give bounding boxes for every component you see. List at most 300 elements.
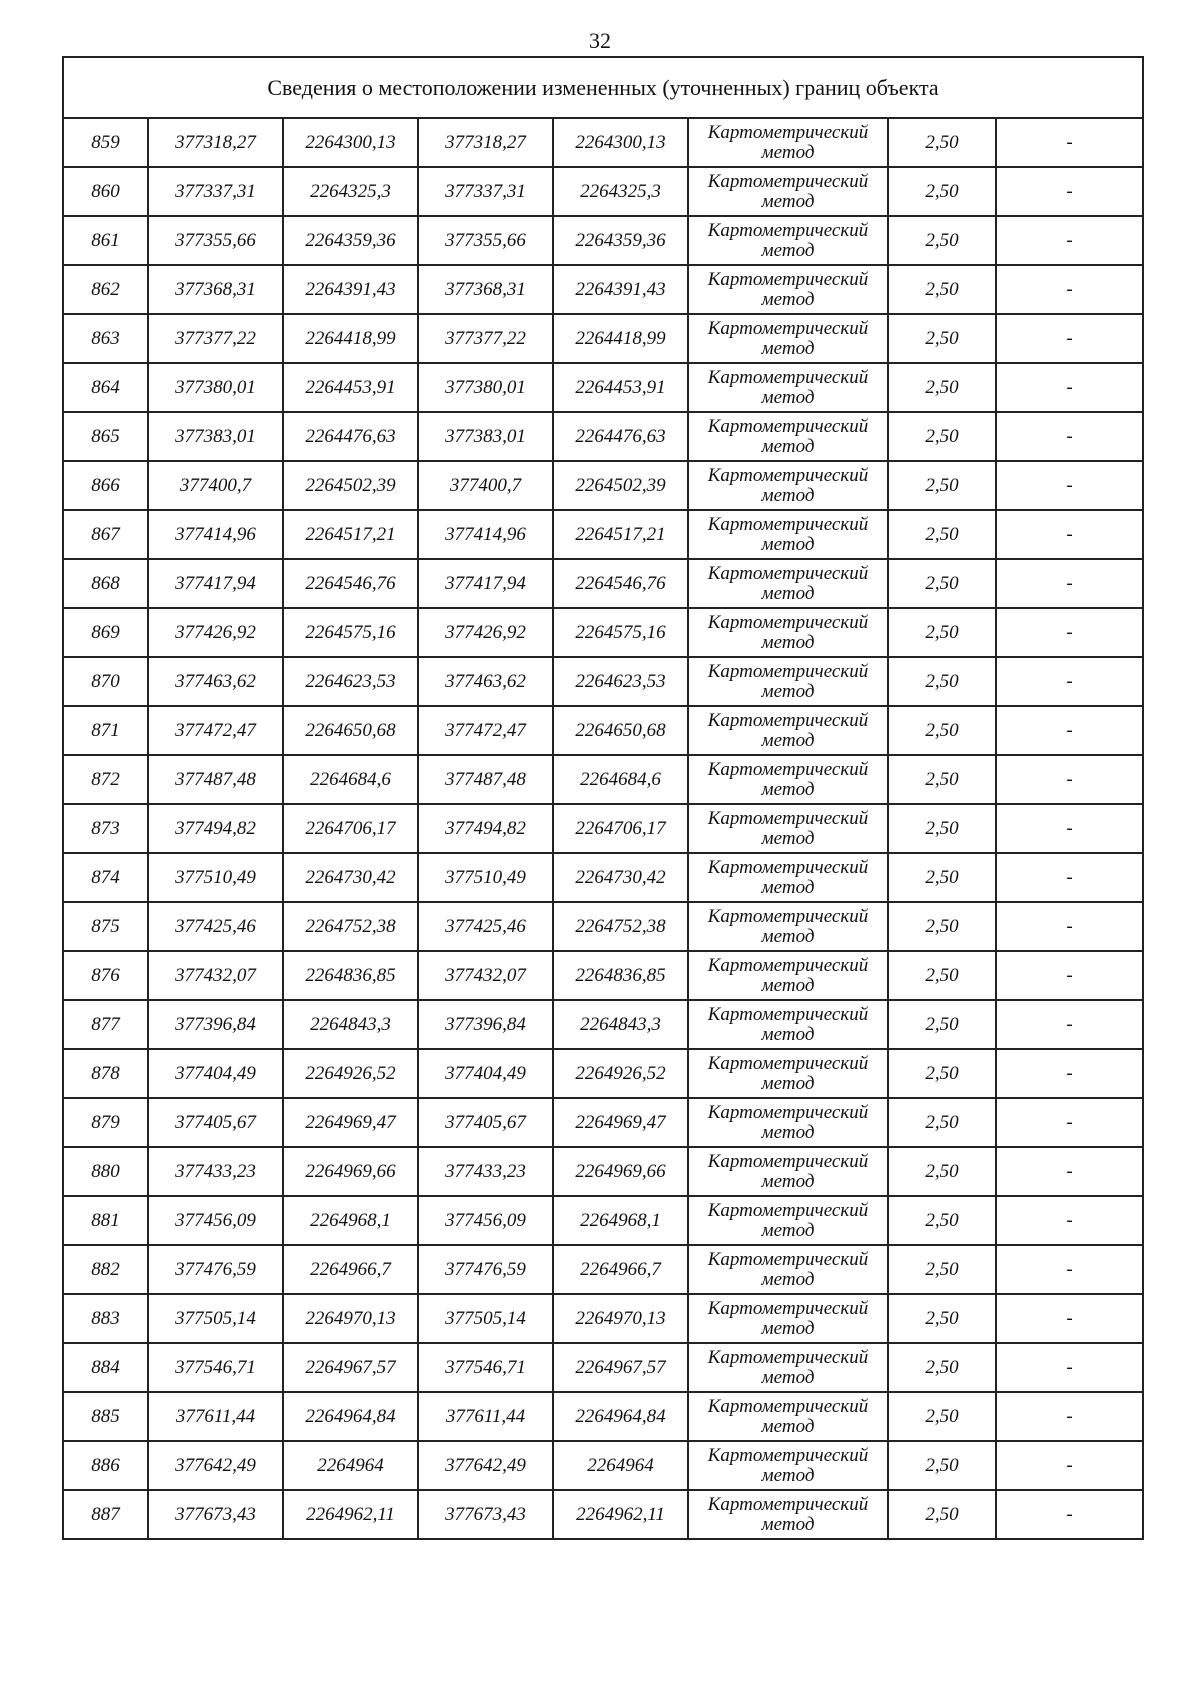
method-name-line1: Картометрический bbox=[707, 562, 869, 584]
refined-y-cell: 2264476,63 bbox=[553, 412, 688, 461]
existing-y-cell: 2264650,68 bbox=[283, 706, 418, 755]
method-cell bbox=[688, 1343, 888, 1392]
accuracy-cell: 2,50 bbox=[888, 608, 996, 657]
description-cell: - bbox=[996, 657, 1143, 706]
method-name-line2: метод bbox=[761, 1366, 815, 1388]
existing-y-cell: 2264967,57 bbox=[283, 1343, 418, 1392]
existing-y-cell: 2264546,76 bbox=[283, 559, 418, 608]
table-row bbox=[63, 951, 1143, 1000]
table-row bbox=[63, 755, 1143, 804]
existing-x-cell: 377456,09 bbox=[148, 1196, 283, 1245]
refined-y-cell: 2264730,42 bbox=[553, 853, 688, 902]
refined-x-cell: 377456,09 bbox=[418, 1196, 553, 1245]
refined-x-cell: 377377,22 bbox=[418, 314, 553, 363]
table-row bbox=[63, 1392, 1143, 1441]
existing-x-cell: 377368,31 bbox=[148, 265, 283, 314]
accuracy-cell: 2,50 bbox=[888, 559, 996, 608]
description-cell: - bbox=[996, 1098, 1143, 1147]
accuracy-cell: 2,50 bbox=[888, 1245, 996, 1294]
description-cell: - bbox=[996, 1441, 1143, 1490]
accuracy-cell: 2,50 bbox=[888, 461, 996, 510]
method-name-line2: метод bbox=[761, 1415, 815, 1437]
existing-y-cell: 2264623,53 bbox=[283, 657, 418, 706]
accuracy-cell: 2,50 bbox=[888, 657, 996, 706]
method-name-line2: метод bbox=[761, 1219, 815, 1241]
description-cell: - bbox=[996, 1245, 1143, 1294]
method-name-line1: Картометрический bbox=[707, 464, 869, 486]
refined-y-cell: 2264843,3 bbox=[553, 1000, 688, 1049]
method-cell bbox=[688, 1147, 888, 1196]
method-name-line1: Картометрический bbox=[707, 660, 869, 682]
table-title-row bbox=[63, 57, 1143, 118]
refined-y-cell: 2264325,3 bbox=[553, 167, 688, 216]
refined-x-cell: 377432,07 bbox=[418, 951, 553, 1000]
table-row bbox=[63, 1098, 1143, 1147]
existing-y-cell: 2264969,47 bbox=[283, 1098, 418, 1147]
method-name-line2: метод bbox=[761, 1072, 815, 1094]
method-name-line1: Картометрический bbox=[707, 415, 869, 437]
accuracy-cell: 2,50 bbox=[888, 853, 996, 902]
method-name-line2: метод bbox=[761, 925, 815, 947]
description-cell: - bbox=[996, 951, 1143, 1000]
method-cell bbox=[688, 1000, 888, 1049]
description-cell: - bbox=[996, 559, 1143, 608]
method-name-line2: метод bbox=[761, 827, 815, 849]
table-row bbox=[63, 1490, 1143, 1539]
method-cell bbox=[688, 167, 888, 216]
table-title: Сведения о местоположении измененных (уточненных) границ объекта bbox=[63, 57, 1143, 118]
description-cell: - bbox=[996, 755, 1143, 804]
refined-y-cell: 2264967,57 bbox=[553, 1343, 688, 1392]
accuracy-cell: 2,50 bbox=[888, 167, 996, 216]
method-cell bbox=[688, 1294, 888, 1343]
method-name-line1: Картометрический bbox=[707, 366, 869, 388]
method-cell bbox=[688, 1245, 888, 1294]
method-cell bbox=[688, 804, 888, 853]
method-name-line1: Картометрический bbox=[707, 905, 869, 927]
table-row bbox=[63, 608, 1143, 657]
refined-y-cell: 2264650,68 bbox=[553, 706, 688, 755]
existing-y-cell: 2264970,13 bbox=[283, 1294, 418, 1343]
refined-y-cell: 2264962,11 bbox=[553, 1490, 688, 1539]
method-name-line1: Картометрический bbox=[707, 1444, 869, 1466]
refined-y-cell: 2264964 bbox=[553, 1441, 688, 1490]
table-row bbox=[63, 657, 1143, 706]
method-cell bbox=[688, 1392, 888, 1441]
description-cell: - bbox=[996, 1196, 1143, 1245]
method-name-line1: Картометрический bbox=[707, 807, 869, 829]
refined-y-cell: 2264966,7 bbox=[553, 1245, 688, 1294]
description-cell: - bbox=[996, 461, 1143, 510]
refined-y-cell: 2264418,99 bbox=[553, 314, 688, 363]
method-name-line2: метод bbox=[761, 1513, 815, 1535]
description-cell: - bbox=[996, 167, 1143, 216]
method-name-line1: Картометрический bbox=[707, 709, 869, 731]
description-cell: - bbox=[996, 608, 1143, 657]
table-row bbox=[63, 1147, 1143, 1196]
method-name-line2: метод bbox=[761, 533, 815, 555]
method-name-line2: метод bbox=[761, 435, 815, 457]
existing-x-cell: 377510,49 bbox=[148, 853, 283, 902]
refined-y-cell: 2264964,84 bbox=[553, 1392, 688, 1441]
method-name-line2: метод bbox=[761, 1170, 815, 1192]
method-cell bbox=[688, 657, 888, 706]
table-row bbox=[63, 1343, 1143, 1392]
description-cell: - bbox=[996, 1049, 1143, 1098]
point-number-cell: 874 bbox=[63, 853, 148, 902]
existing-y-cell: 2264684,6 bbox=[283, 755, 418, 804]
refined-x-cell: 377426,92 bbox=[418, 608, 553, 657]
method-cell bbox=[688, 951, 888, 1000]
existing-x-cell: 377505,14 bbox=[148, 1294, 283, 1343]
table-row bbox=[63, 1049, 1143, 1098]
method-cell bbox=[688, 608, 888, 657]
method-name-line1: Картометрический bbox=[707, 758, 869, 780]
point-number-cell: 876 bbox=[63, 951, 148, 1000]
accuracy-cell: 2,50 bbox=[888, 706, 996, 755]
method-name-line2: метод bbox=[761, 729, 815, 751]
refined-x-cell: 377400,7 bbox=[418, 461, 553, 510]
refined-y-cell: 2264517,21 bbox=[553, 510, 688, 559]
existing-x-cell: 377425,46 bbox=[148, 902, 283, 951]
table-row bbox=[63, 265, 1143, 314]
table-row bbox=[63, 363, 1143, 412]
method-cell bbox=[688, 1196, 888, 1245]
existing-y-cell: 2264964,84 bbox=[283, 1392, 418, 1441]
existing-x-cell: 377426,92 bbox=[148, 608, 283, 657]
existing-x-cell: 377396,84 bbox=[148, 1000, 283, 1049]
description-cell: - bbox=[996, 510, 1143, 559]
boundary-coordinates-table bbox=[62, 56, 1144, 1540]
accuracy-cell: 2,50 bbox=[888, 1049, 996, 1098]
existing-x-cell: 377377,22 bbox=[148, 314, 283, 363]
point-number-cell: 871 bbox=[63, 706, 148, 755]
table-row bbox=[63, 1196, 1143, 1245]
table-row bbox=[63, 559, 1143, 608]
accuracy-cell: 2,50 bbox=[888, 1147, 996, 1196]
refined-x-cell: 377433,23 bbox=[418, 1147, 553, 1196]
method-name-line1: Картометрический bbox=[707, 1199, 869, 1221]
point-number-cell: 866 bbox=[63, 461, 148, 510]
method-name-line2: метод bbox=[761, 239, 815, 261]
point-number-cell: 879 bbox=[63, 1098, 148, 1147]
existing-x-cell: 377404,49 bbox=[148, 1049, 283, 1098]
refined-x-cell: 377368,31 bbox=[418, 265, 553, 314]
refined-y-cell: 2264546,76 bbox=[553, 559, 688, 608]
point-number-cell: 867 bbox=[63, 510, 148, 559]
point-number-cell: 887 bbox=[63, 1490, 148, 1539]
description-cell: - bbox=[996, 1000, 1143, 1049]
point-number-cell: 877 bbox=[63, 1000, 148, 1049]
point-number-cell: 884 bbox=[63, 1343, 148, 1392]
table-row bbox=[63, 461, 1143, 510]
table-row bbox=[63, 1000, 1143, 1049]
existing-x-cell: 377673,43 bbox=[148, 1490, 283, 1539]
refined-x-cell: 377396,84 bbox=[418, 1000, 553, 1049]
refined-y-cell: 2264623,53 bbox=[553, 657, 688, 706]
accuracy-cell: 2,50 bbox=[888, 412, 996, 461]
method-name-line1: Картометрический bbox=[707, 121, 869, 143]
refined-y-cell: 2264391,43 bbox=[553, 265, 688, 314]
existing-x-cell: 377318,27 bbox=[148, 118, 283, 167]
existing-y-cell: 2264325,3 bbox=[283, 167, 418, 216]
existing-y-cell: 2264502,39 bbox=[283, 461, 418, 510]
method-name-line1: Картометрический bbox=[707, 219, 869, 241]
method-name-line1: Картометрический bbox=[707, 1493, 869, 1515]
method-name-line2: метод bbox=[761, 1121, 815, 1143]
refined-x-cell: 377611,44 bbox=[418, 1392, 553, 1441]
refined-x-cell: 377487,48 bbox=[418, 755, 553, 804]
existing-y-cell: 2264476,63 bbox=[283, 412, 418, 461]
method-cell bbox=[688, 461, 888, 510]
method-name-line1: Картометрический bbox=[707, 1248, 869, 1270]
point-number-cell: 886 bbox=[63, 1441, 148, 1490]
method-name-line1: Картометрический bbox=[707, 1346, 869, 1368]
point-number-cell: 878 bbox=[63, 1049, 148, 1098]
method-name-line1: Картометрический bbox=[707, 1101, 869, 1123]
table-row bbox=[63, 1245, 1143, 1294]
refined-y-cell: 2264359,36 bbox=[553, 216, 688, 265]
point-number-cell: 873 bbox=[63, 804, 148, 853]
method-name-line1: Картометрический bbox=[707, 1395, 869, 1417]
refined-x-cell: 377505,14 bbox=[418, 1294, 553, 1343]
point-number-cell: 864 bbox=[63, 363, 148, 412]
accuracy-cell: 2,50 bbox=[888, 755, 996, 804]
refined-x-cell: 377463,62 bbox=[418, 657, 553, 706]
description-cell: - bbox=[996, 1392, 1143, 1441]
refined-x-cell: 377510,49 bbox=[418, 853, 553, 902]
table-row bbox=[63, 804, 1143, 853]
method-name-line2: метод bbox=[761, 190, 815, 212]
method-name-line2: метод bbox=[761, 680, 815, 702]
refined-x-cell: 377546,71 bbox=[418, 1343, 553, 1392]
description-cell: - bbox=[996, 1343, 1143, 1392]
existing-y-cell: 2264706,17 bbox=[283, 804, 418, 853]
refined-x-cell: 377318,27 bbox=[418, 118, 553, 167]
existing-x-cell: 377487,48 bbox=[148, 755, 283, 804]
existing-x-cell: 377611,44 bbox=[148, 1392, 283, 1441]
existing-y-cell: 2264962,11 bbox=[283, 1490, 418, 1539]
existing-x-cell: 377432,07 bbox=[148, 951, 283, 1000]
table-row bbox=[63, 314, 1143, 363]
existing-y-cell: 2264968,1 bbox=[283, 1196, 418, 1245]
point-number-cell: 862 bbox=[63, 265, 148, 314]
existing-y-cell: 2264836,85 bbox=[283, 951, 418, 1000]
method-name-line1: Картометрический bbox=[707, 611, 869, 633]
table-body bbox=[63, 57, 1143, 1539]
description-cell: - bbox=[996, 902, 1143, 951]
method-cell bbox=[688, 363, 888, 412]
accuracy-cell: 2,50 bbox=[888, 363, 996, 412]
refined-y-cell: 2264969,66 bbox=[553, 1147, 688, 1196]
refined-y-cell: 2264300,13 bbox=[553, 118, 688, 167]
method-name-line1: Картометрический bbox=[707, 1052, 869, 1074]
point-number-cell: 885 bbox=[63, 1392, 148, 1441]
method-cell bbox=[688, 216, 888, 265]
table-row bbox=[63, 167, 1143, 216]
existing-y-cell: 2264453,91 bbox=[283, 363, 418, 412]
refined-x-cell: 377476,59 bbox=[418, 1245, 553, 1294]
method-name-line2: метод bbox=[761, 141, 815, 163]
existing-x-cell: 377463,62 bbox=[148, 657, 283, 706]
accuracy-cell: 2,50 bbox=[888, 1441, 996, 1490]
point-number-cell: 883 bbox=[63, 1294, 148, 1343]
page-number: 32 bbox=[589, 28, 611, 53]
description-cell: - bbox=[996, 1490, 1143, 1539]
refined-x-cell: 377404,49 bbox=[418, 1049, 553, 1098]
method-name-line2: метод bbox=[761, 386, 815, 408]
existing-x-cell: 377355,66 bbox=[148, 216, 283, 265]
method-cell bbox=[688, 755, 888, 804]
existing-y-cell: 2264517,21 bbox=[283, 510, 418, 559]
point-number-cell: 865 bbox=[63, 412, 148, 461]
refined-y-cell: 2264684,6 bbox=[553, 755, 688, 804]
method-name-line2: метод bbox=[761, 288, 815, 310]
refined-x-cell: 377337,31 bbox=[418, 167, 553, 216]
method-name-line2: метод bbox=[761, 1268, 815, 1290]
refined-x-cell: 377425,46 bbox=[418, 902, 553, 951]
table-row bbox=[63, 853, 1143, 902]
table-row bbox=[63, 1441, 1143, 1490]
description-cell: - bbox=[996, 118, 1143, 167]
point-number-cell: 863 bbox=[63, 314, 148, 363]
method-name-line2: метод bbox=[761, 582, 815, 604]
refined-y-cell: 2264575,16 bbox=[553, 608, 688, 657]
existing-y-cell: 2264730,42 bbox=[283, 853, 418, 902]
method-name-line2: метод bbox=[761, 778, 815, 800]
existing-x-cell: 377337,31 bbox=[148, 167, 283, 216]
existing-x-cell: 377383,01 bbox=[148, 412, 283, 461]
accuracy-cell: 2,50 bbox=[888, 902, 996, 951]
refined-x-cell: 377417,94 bbox=[418, 559, 553, 608]
existing-y-cell: 2264418,99 bbox=[283, 314, 418, 363]
point-number-cell: 880 bbox=[63, 1147, 148, 1196]
method-name-line1: Картометрический bbox=[707, 1150, 869, 1172]
method-name-line2: метод bbox=[761, 1464, 815, 1486]
method-name-line2: метод bbox=[761, 1317, 815, 1339]
existing-x-cell: 377476,59 bbox=[148, 1245, 283, 1294]
point-number-cell: 870 bbox=[63, 657, 148, 706]
accuracy-cell: 2,50 bbox=[888, 804, 996, 853]
existing-y-cell: 2264926,52 bbox=[283, 1049, 418, 1098]
method-name-line2: метод bbox=[761, 1023, 815, 1045]
method-name-line1: Картометрический bbox=[707, 513, 869, 535]
accuracy-cell: 2,50 bbox=[888, 951, 996, 1000]
description-cell: - bbox=[996, 265, 1143, 314]
existing-x-cell: 377642,49 bbox=[148, 1441, 283, 1490]
table-row bbox=[63, 902, 1143, 951]
accuracy-cell: 2,50 bbox=[888, 510, 996, 559]
existing-y-cell: 2264843,3 bbox=[283, 1000, 418, 1049]
refined-y-cell: 2264970,13 bbox=[553, 1294, 688, 1343]
refined-y-cell: 2264706,17 bbox=[553, 804, 688, 853]
refined-x-cell: 377673,43 bbox=[418, 1490, 553, 1539]
refined-x-cell: 377642,49 bbox=[418, 1441, 553, 1490]
description-cell: - bbox=[996, 412, 1143, 461]
description-cell: - bbox=[996, 1294, 1143, 1343]
existing-y-cell: 2264969,66 bbox=[283, 1147, 418, 1196]
existing-x-cell: 377380,01 bbox=[148, 363, 283, 412]
table-row bbox=[63, 216, 1143, 265]
refined-x-cell: 377414,96 bbox=[418, 510, 553, 559]
refined-y-cell: 2264968,1 bbox=[553, 1196, 688, 1245]
refined-y-cell: 2264836,85 bbox=[553, 951, 688, 1000]
refined-x-cell: 377472,47 bbox=[418, 706, 553, 755]
point-number-cell: 872 bbox=[63, 755, 148, 804]
method-cell bbox=[688, 118, 888, 167]
method-name-line2: метод bbox=[761, 337, 815, 359]
point-number-cell: 881 bbox=[63, 1196, 148, 1245]
existing-x-cell: 377494,82 bbox=[148, 804, 283, 853]
point-number-cell: 859 bbox=[63, 118, 148, 167]
refined-x-cell: 377380,01 bbox=[418, 363, 553, 412]
point-number-cell: 869 bbox=[63, 608, 148, 657]
method-cell bbox=[688, 412, 888, 461]
method-cell bbox=[688, 902, 888, 951]
existing-x-cell: 377400,7 bbox=[148, 461, 283, 510]
refined-x-cell: 377405,67 bbox=[418, 1098, 553, 1147]
method-name-line1: Картометрический bbox=[707, 856, 869, 878]
accuracy-cell: 2,50 bbox=[888, 1098, 996, 1147]
existing-x-cell: 377405,67 bbox=[148, 1098, 283, 1147]
description-cell: - bbox=[996, 314, 1143, 363]
existing-x-cell: 377546,71 bbox=[148, 1343, 283, 1392]
description-cell: - bbox=[996, 706, 1143, 755]
accuracy-cell: 2,50 bbox=[888, 1000, 996, 1049]
refined-y-cell: 2264453,91 bbox=[553, 363, 688, 412]
accuracy-cell: 2,50 bbox=[888, 216, 996, 265]
table-row bbox=[63, 706, 1143, 755]
refined-x-cell: 377355,66 bbox=[418, 216, 553, 265]
refined-y-cell: 2264502,39 bbox=[553, 461, 688, 510]
accuracy-cell: 2,50 bbox=[888, 1196, 996, 1245]
existing-y-cell: 2264300,13 bbox=[283, 118, 418, 167]
refined-y-cell: 2264969,47 bbox=[553, 1098, 688, 1147]
method-cell bbox=[688, 853, 888, 902]
description-cell: - bbox=[996, 853, 1143, 902]
method-name-line1: Картометрический bbox=[707, 1003, 869, 1025]
accuracy-cell: 2,50 bbox=[888, 1392, 996, 1441]
method-name-line1: Картометрический bbox=[707, 1297, 869, 1319]
existing-x-cell: 377414,96 bbox=[148, 510, 283, 559]
description-cell: - bbox=[996, 216, 1143, 265]
method-name-line1: Картометрический bbox=[707, 268, 869, 290]
table-row bbox=[63, 118, 1143, 167]
description-cell: - bbox=[996, 1147, 1143, 1196]
existing-y-cell: 2264391,43 bbox=[283, 265, 418, 314]
method-cell bbox=[688, 1098, 888, 1147]
existing-y-cell: 2264359,36 bbox=[283, 216, 418, 265]
accuracy-cell: 2,50 bbox=[888, 1343, 996, 1392]
accuracy-cell: 2,50 bbox=[888, 314, 996, 363]
existing-y-cell: 2264966,7 bbox=[283, 1245, 418, 1294]
accuracy-cell: 2,50 bbox=[888, 1294, 996, 1343]
method-name-line2: метод bbox=[761, 876, 815, 898]
point-number-cell: 861 bbox=[63, 216, 148, 265]
description-cell: - bbox=[996, 804, 1143, 853]
existing-y-cell: 2264752,38 bbox=[283, 902, 418, 951]
point-number-cell: 882 bbox=[63, 1245, 148, 1294]
method-cell bbox=[688, 1049, 888, 1098]
existing-y-cell: 2264575,16 bbox=[283, 608, 418, 657]
accuracy-cell: 2,50 bbox=[888, 1490, 996, 1539]
description-cell: - bbox=[996, 363, 1143, 412]
method-cell bbox=[688, 559, 888, 608]
refined-x-cell: 377494,82 bbox=[418, 804, 553, 853]
method-name-line2: метод bbox=[761, 974, 815, 996]
existing-x-cell: 377472,47 bbox=[148, 706, 283, 755]
accuracy-cell: 2,50 bbox=[888, 265, 996, 314]
